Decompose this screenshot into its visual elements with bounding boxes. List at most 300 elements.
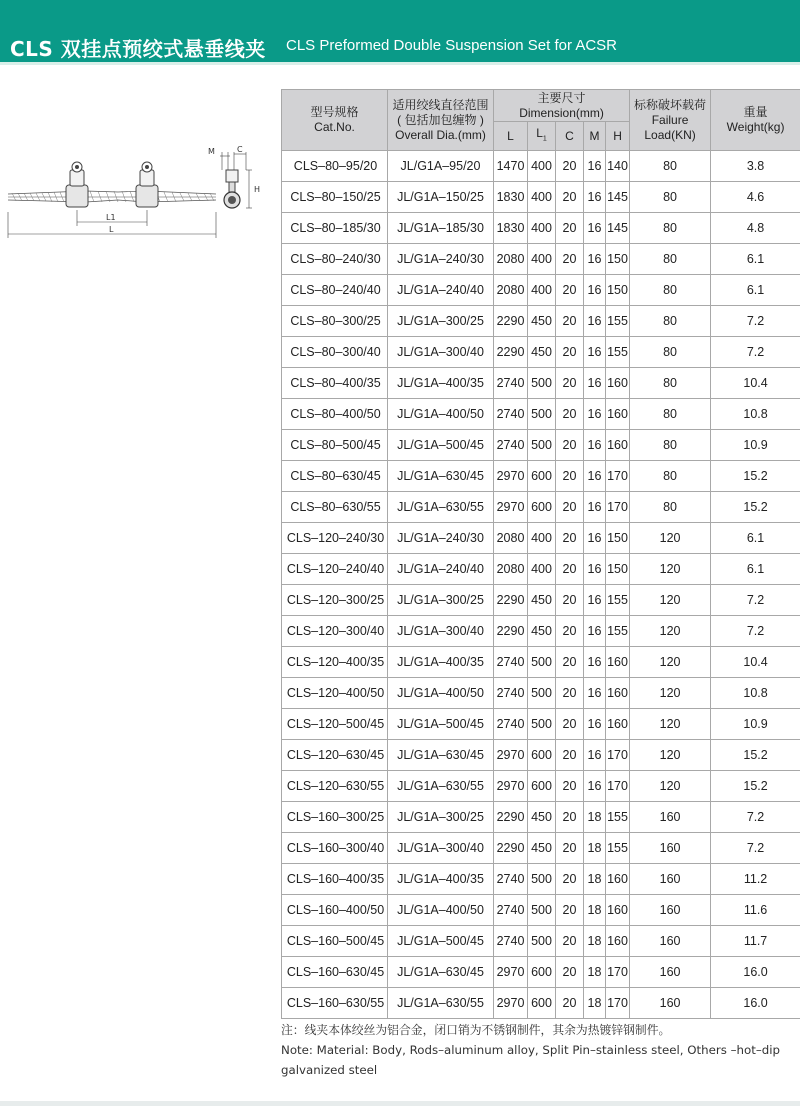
cell-overall-dia: JL/G1A–400/35 (388, 368, 494, 399)
cell-l1: 600 (528, 461, 556, 492)
cell-m: 16 (584, 771, 606, 802)
cell-l: 2080 (494, 275, 528, 306)
cell-h: 170 (606, 988, 630, 1019)
cell-weight: 7.2 (711, 306, 800, 337)
cell-overall-dia: JL/G1A–400/50 (388, 895, 494, 926)
cell-cat-no: CLS–80–500/45 (282, 430, 388, 461)
cell-h: 170 (606, 957, 630, 988)
cell-l: 2740 (494, 647, 528, 678)
cell-m: 18 (584, 988, 606, 1019)
cell-failure-load: 80 (630, 182, 711, 213)
cell-m: 16 (584, 616, 606, 647)
header-dimension (494, 90, 630, 122)
cell-failure-load: 120 (630, 709, 711, 740)
cell-l1: 600 (528, 988, 556, 1019)
cell-l1: 450 (528, 337, 556, 368)
cell-c: 20 (556, 275, 584, 306)
cell-failure-load: 80 (630, 213, 711, 244)
cell-cat-no: CLS–80–185/30 (282, 213, 388, 244)
cell-weight: 16.0 (711, 957, 800, 988)
cell-weight: 7.2 (711, 337, 800, 368)
cell-overall-dia: JL/G1A–95/20 (388, 151, 494, 182)
cell-c: 20 (556, 647, 584, 678)
cell-weight: 7.2 (711, 616, 800, 647)
cell-failure-load: 120 (630, 523, 711, 554)
cell-l1: 400 (528, 213, 556, 244)
cell-h: 155 (606, 585, 630, 616)
dim-label-h: H (254, 185, 261, 194)
cell-c: 20 (556, 492, 584, 523)
cell-h: 145 (606, 182, 630, 213)
cell-failure-load: 160 (630, 988, 711, 1019)
cell-overall-dia: JL/G1A–300/25 (388, 802, 494, 833)
table-row (282, 275, 800, 306)
dim-label-l: L (109, 225, 114, 234)
cell-overall-dia: JL/G1A–400/35 (388, 864, 494, 895)
cell-weight: 10.4 (711, 368, 800, 399)
table-row (282, 864, 800, 895)
cell-cat-no: CLS–120–400/50 (282, 678, 388, 709)
cell-overall-dia: JL/G1A–300/40 (388, 833, 494, 864)
cell-c: 20 (556, 337, 584, 368)
cell-l1: 400 (528, 244, 556, 275)
cell-l1: 400 (528, 151, 556, 182)
cell-weight: 11.2 (711, 864, 800, 895)
cell-c: 20 (556, 213, 584, 244)
cell-failure-load: 160 (630, 895, 711, 926)
cell-failure-load: 120 (630, 771, 711, 802)
cell-l1: 400 (528, 275, 556, 306)
header-cat (282, 90, 388, 151)
cell-m: 16 (584, 585, 606, 616)
cell-h: 150 (606, 275, 630, 306)
cell-failure-load: 160 (630, 926, 711, 957)
table-row (282, 554, 800, 585)
header-l1-main: L (536, 125, 543, 140)
cell-l: 2740 (494, 895, 528, 926)
cell-weight: 6.1 (711, 275, 800, 306)
cell-l1: 600 (528, 740, 556, 771)
cell-weight: 10.4 (711, 647, 800, 678)
cell-cat-no: CLS–160–400/35 (282, 864, 388, 895)
cell-m: 16 (584, 182, 606, 213)
cell-l: 2080 (494, 244, 528, 275)
cell-overall-dia: JL/G1A–400/50 (388, 678, 494, 709)
cell-weight: 15.2 (711, 740, 800, 771)
table-row (282, 585, 800, 616)
cell-overall-dia: JL/G1A–240/30 (388, 523, 494, 554)
cell-cat-no: CLS–80–150/25 (282, 182, 388, 213)
cell-c: 20 (556, 182, 584, 213)
cell-m: 18 (584, 957, 606, 988)
cell-m: 18 (584, 926, 606, 957)
cell-weight: 15.2 (711, 461, 800, 492)
table-row (282, 616, 800, 647)
cell-cat-no: CLS–160–400/50 (282, 895, 388, 926)
cell-failure-load: 120 (630, 585, 711, 616)
cell-l: 2080 (494, 523, 528, 554)
table-row (282, 709, 800, 740)
cell-l1: 500 (528, 647, 556, 678)
table-row (282, 213, 800, 244)
cell-m: 16 (584, 678, 606, 709)
cell-overall-dia: JL/G1A–400/50 (388, 399, 494, 430)
cell-h: 150 (606, 554, 630, 585)
cell-l1: 500 (528, 709, 556, 740)
cell-m: 18 (584, 833, 606, 864)
table-row (282, 244, 800, 275)
cell-l: 2740 (494, 399, 528, 430)
cell-cat-no: CLS–160–300/25 (282, 802, 388, 833)
cell-cat-no: CLS–160–630/45 (282, 957, 388, 988)
cell-cat-no: CLS–160–500/45 (282, 926, 388, 957)
cell-overall-dia: JL/G1A–630/55 (388, 492, 494, 523)
header-h: H (606, 122, 630, 151)
notes (281, 1020, 800, 1080)
cell-h: 150 (606, 244, 630, 275)
cell-m: 16 (584, 740, 606, 771)
header-c: C (556, 122, 584, 151)
cell-l: 2290 (494, 833, 528, 864)
cell-c: 20 (556, 244, 584, 275)
cell-m: 16 (584, 492, 606, 523)
header-cat-en: Cat.No. (314, 120, 355, 134)
cell-cat-no: CLS–80–240/40 (282, 275, 388, 306)
cell-failure-load: 80 (630, 430, 711, 461)
cell-failure-load: 80 (630, 492, 711, 523)
cell-cat-no: CLS–120–300/25 (282, 585, 388, 616)
cell-overall-dia: JL/G1A–150/25 (388, 182, 494, 213)
cell-m: 16 (584, 523, 606, 554)
cell-h: 160 (606, 647, 630, 678)
cell-m: 18 (584, 895, 606, 926)
cell-l: 2970 (494, 492, 528, 523)
cell-l: 2740 (494, 926, 528, 957)
cell-failure-load: 80 (630, 275, 711, 306)
cell-m: 16 (584, 368, 606, 399)
cell-weight: 3.8 (711, 151, 800, 182)
cell-l1: 500 (528, 864, 556, 895)
cell-failure-load: 120 (630, 678, 711, 709)
table-row (282, 182, 800, 213)
cell-failure-load: 80 (630, 337, 711, 368)
cell-cat-no: CLS–120–240/40 (282, 554, 388, 585)
header-bar (0, 0, 800, 62)
cell-h: 155 (606, 802, 630, 833)
cell-failure-load: 160 (630, 833, 711, 864)
cell-l: 1470 (494, 151, 528, 182)
cell-c: 20 (556, 678, 584, 709)
cell-cat-no: CLS–120–630/45 (282, 740, 388, 771)
cell-l: 2740 (494, 864, 528, 895)
table-row (282, 430, 800, 461)
cell-c: 20 (556, 957, 584, 988)
cell-l: 2970 (494, 957, 528, 988)
header-dim-en: Dimension(mm) (519, 105, 604, 120)
cell-overall-dia: JL/G1A–400/35 (388, 647, 494, 678)
cell-failure-load: 120 (630, 616, 711, 647)
cell-h: 155 (606, 337, 630, 368)
page-title-cn: CLS 双挂点预绞式悬垂线夹 (10, 37, 266, 61)
cell-l1: 450 (528, 585, 556, 616)
cell-m: 16 (584, 213, 606, 244)
cell-l: 2740 (494, 678, 528, 709)
cell-failure-load: 80 (630, 306, 711, 337)
cell-c: 20 (556, 399, 584, 430)
header-l1-sub: 1 (542, 135, 547, 143)
cell-c: 20 (556, 554, 584, 585)
header-dia-cn2: ( 包括加包缠物 ) (397, 112, 484, 127)
header-m: M (584, 122, 606, 151)
cell-c: 20 (556, 864, 584, 895)
cell-weight: 10.9 (711, 430, 800, 461)
cell-h: 145 (606, 213, 630, 244)
dim-label-c: C (237, 145, 243, 154)
cell-weight: 6.1 (711, 523, 800, 554)
cell-cat-no: CLS–80–95/20 (282, 151, 388, 182)
cell-overall-dia: JL/G1A–185/30 (388, 213, 494, 244)
cell-m: 16 (584, 306, 606, 337)
cell-c: 20 (556, 585, 584, 616)
cell-weight: 10.9 (711, 709, 800, 740)
cell-failure-load: 120 (630, 647, 711, 678)
cell-cat-no: CLS–120–500/45 (282, 709, 388, 740)
cell-weight: 10.8 (711, 399, 800, 430)
cell-weight: 7.2 (711, 833, 800, 864)
cell-weight: 11.6 (711, 895, 800, 926)
cell-h: 160 (606, 864, 630, 895)
cell-failure-load: 80 (630, 151, 711, 182)
cell-m: 16 (584, 275, 606, 306)
cell-l1: 450 (528, 306, 556, 337)
cell-l: 2290 (494, 802, 528, 833)
cell-l: 2290 (494, 337, 528, 368)
note-en-line1: Note: Material: Body, Rods–aluminum alloy, Split Pin–stainless steel, Others –hot–dip (281, 1043, 780, 1057)
cell-weight: 7.2 (711, 585, 800, 616)
dim-label-l1: L1 (106, 213, 116, 222)
cell-failure-load: 160 (630, 864, 711, 895)
cell-h: 160 (606, 709, 630, 740)
table-row (282, 368, 800, 399)
cell-l1: 500 (528, 678, 556, 709)
note-cn: 注：线夹本体绞丝为铝合金，闭口销为不锈钢制件，其余为热镀锌钢制件。 (281, 1023, 671, 1037)
cell-l1: 500 (528, 430, 556, 461)
cell-failure-load: 160 (630, 802, 711, 833)
cell-l: 1830 (494, 213, 528, 244)
cell-failure-load: 160 (630, 957, 711, 988)
cell-overall-dia: JL/G1A–240/40 (388, 554, 494, 585)
cell-overall-dia: JL/G1A–300/40 (388, 337, 494, 368)
header-dim-cn: 主要尺寸 (537, 90, 586, 105)
cell-h: 170 (606, 492, 630, 523)
cell-m: 16 (584, 337, 606, 368)
cell-l1: 600 (528, 957, 556, 988)
cell-l: 2970 (494, 771, 528, 802)
cell-weight: 15.2 (711, 771, 800, 802)
cell-h: 170 (606, 740, 630, 771)
cell-h: 155 (606, 306, 630, 337)
cell-c: 20 (556, 306, 584, 337)
cell-h: 160 (606, 678, 630, 709)
cell-weight: 16.0 (711, 988, 800, 1019)
cell-c: 20 (556, 988, 584, 1019)
cell-l1: 500 (528, 399, 556, 430)
cell-weight: 4.6 (711, 182, 800, 213)
cell-c: 20 (556, 740, 584, 771)
header-dia-en: Overall Dia.(mm) (395, 127, 486, 142)
cell-m: 16 (584, 399, 606, 430)
cell-overall-dia: JL/G1A–630/55 (388, 771, 494, 802)
cell-l: 1830 (494, 182, 528, 213)
dim-label-m: M (208, 147, 215, 156)
cell-l1: 400 (528, 182, 556, 213)
table-row (282, 926, 800, 957)
cell-l: 2290 (494, 585, 528, 616)
cell-c: 20 (556, 151, 584, 182)
cell-c: 20 (556, 802, 584, 833)
cell-l1: 600 (528, 771, 556, 802)
table-row (282, 957, 800, 988)
cell-weight: 15.2 (711, 492, 800, 523)
table-row (282, 399, 800, 430)
cell-l: 2970 (494, 988, 528, 1019)
cell-cat-no: CLS–80–400/35 (282, 368, 388, 399)
cell-c: 20 (556, 461, 584, 492)
cell-h: 160 (606, 430, 630, 461)
cell-h: 155 (606, 616, 630, 647)
cell-h: 160 (606, 368, 630, 399)
header-l1 (528, 122, 556, 151)
table-row (282, 771, 800, 802)
cell-overall-dia: JL/G1A–300/25 (388, 306, 494, 337)
cell-cat-no: CLS–160–300/40 (282, 833, 388, 864)
table-row (282, 151, 800, 182)
header-l: L (494, 122, 528, 151)
table-row (282, 833, 800, 864)
cell-cat-no: CLS–80–240/30 (282, 244, 388, 275)
cell-cat-no: CLS–120–300/40 (282, 616, 388, 647)
cell-l: 2290 (494, 616, 528, 647)
cell-c: 20 (556, 430, 584, 461)
cell-m: 16 (584, 554, 606, 585)
cell-overall-dia: JL/G1A–500/45 (388, 709, 494, 740)
spec-table (281, 89, 800, 1019)
cell-failure-load: 80 (630, 368, 711, 399)
cell-cat-no: CLS–120–400/35 (282, 647, 388, 678)
cell-l1: 450 (528, 833, 556, 864)
cell-m: 16 (584, 647, 606, 678)
cell-overall-dia: JL/G1A–630/45 (388, 740, 494, 771)
cell-cat-no: CLS–120–630/55 (282, 771, 388, 802)
cell-l1: 500 (528, 895, 556, 926)
header-load-en1: Failure (651, 112, 689, 127)
cell-h: 160 (606, 895, 630, 926)
table-row (282, 802, 800, 833)
cell-l: 2970 (494, 461, 528, 492)
cell-m: 18 (584, 802, 606, 833)
cell-l1: 600 (528, 492, 556, 523)
cell-h: 150 (606, 523, 630, 554)
header-load (630, 90, 711, 151)
cell-overall-dia: JL/G1A–630/45 (388, 957, 494, 988)
cell-c: 20 (556, 833, 584, 864)
cell-failure-load: 120 (630, 740, 711, 771)
cell-overall-dia: JL/G1A–300/40 (388, 616, 494, 647)
cell-m: 18 (584, 864, 606, 895)
cell-l1: 450 (528, 802, 556, 833)
cell-c: 20 (556, 523, 584, 554)
cell-h: 155 (606, 833, 630, 864)
cell-l: 2970 (494, 740, 528, 771)
spec-table-body (282, 151, 800, 1019)
cell-l1: 400 (528, 523, 556, 554)
cell-weight: 6.1 (711, 244, 800, 275)
cell-overall-dia: JL/G1A–240/30 (388, 244, 494, 275)
table-row (282, 647, 800, 678)
cell-c: 20 (556, 926, 584, 957)
table-row (282, 895, 800, 926)
header-cat-cn: 型号规格 (310, 105, 359, 119)
cell-h: 170 (606, 461, 630, 492)
header-weight (711, 90, 800, 151)
footer-divider (0, 1101, 800, 1106)
header-dia (388, 90, 494, 151)
cell-failure-load: 80 (630, 399, 711, 430)
cell-m: 16 (584, 244, 606, 275)
cell-l: 2740 (494, 368, 528, 399)
cell-m: 16 (584, 430, 606, 461)
cell-overall-dia: JL/G1A–240/40 (388, 275, 494, 306)
header-weight-cn: 重量 (743, 105, 768, 119)
cell-h: 160 (606, 399, 630, 430)
note-en-line2: galvanized steel (281, 1063, 378, 1077)
cell-overall-dia: JL/G1A–300/25 (388, 585, 494, 616)
cell-l1: 500 (528, 926, 556, 957)
cell-overall-dia: JL/G1A–630/45 (388, 461, 494, 492)
cell-cat-no: CLS–160–630/55 (282, 988, 388, 1019)
cell-h: 160 (606, 926, 630, 957)
cell-l: 2740 (494, 709, 528, 740)
table-row (282, 337, 800, 368)
cell-overall-dia: JL/G1A–630/55 (388, 988, 494, 1019)
cell-h: 140 (606, 151, 630, 182)
cell-l1: 400 (528, 554, 556, 585)
cell-c: 20 (556, 368, 584, 399)
cell-m: 16 (584, 461, 606, 492)
cell-l: 2740 (494, 430, 528, 461)
cell-c: 20 (556, 616, 584, 647)
page-title-en: CLS Preformed Double Suspension Set for ACSR (286, 37, 618, 54)
cell-c: 20 (556, 771, 584, 802)
cell-weight: 10.8 (711, 678, 800, 709)
table-row (282, 988, 800, 1019)
product-drawing (6, 142, 276, 242)
table-row (282, 523, 800, 554)
cell-cat-no: CLS–80–300/25 (282, 306, 388, 337)
cell-m: 16 (584, 709, 606, 740)
cell-overall-dia: JL/G1A–500/45 (388, 430, 494, 461)
cell-weight: 7.2 (711, 802, 800, 833)
cell-l: 2080 (494, 554, 528, 585)
cell-l1: 450 (528, 616, 556, 647)
table-row (282, 306, 800, 337)
table-row (282, 461, 800, 492)
cell-cat-no: CLS–80–630/45 (282, 461, 388, 492)
cell-weight: 4.8 (711, 213, 800, 244)
header-divider (0, 62, 800, 65)
table-row (282, 678, 800, 709)
cell-c: 20 (556, 709, 584, 740)
